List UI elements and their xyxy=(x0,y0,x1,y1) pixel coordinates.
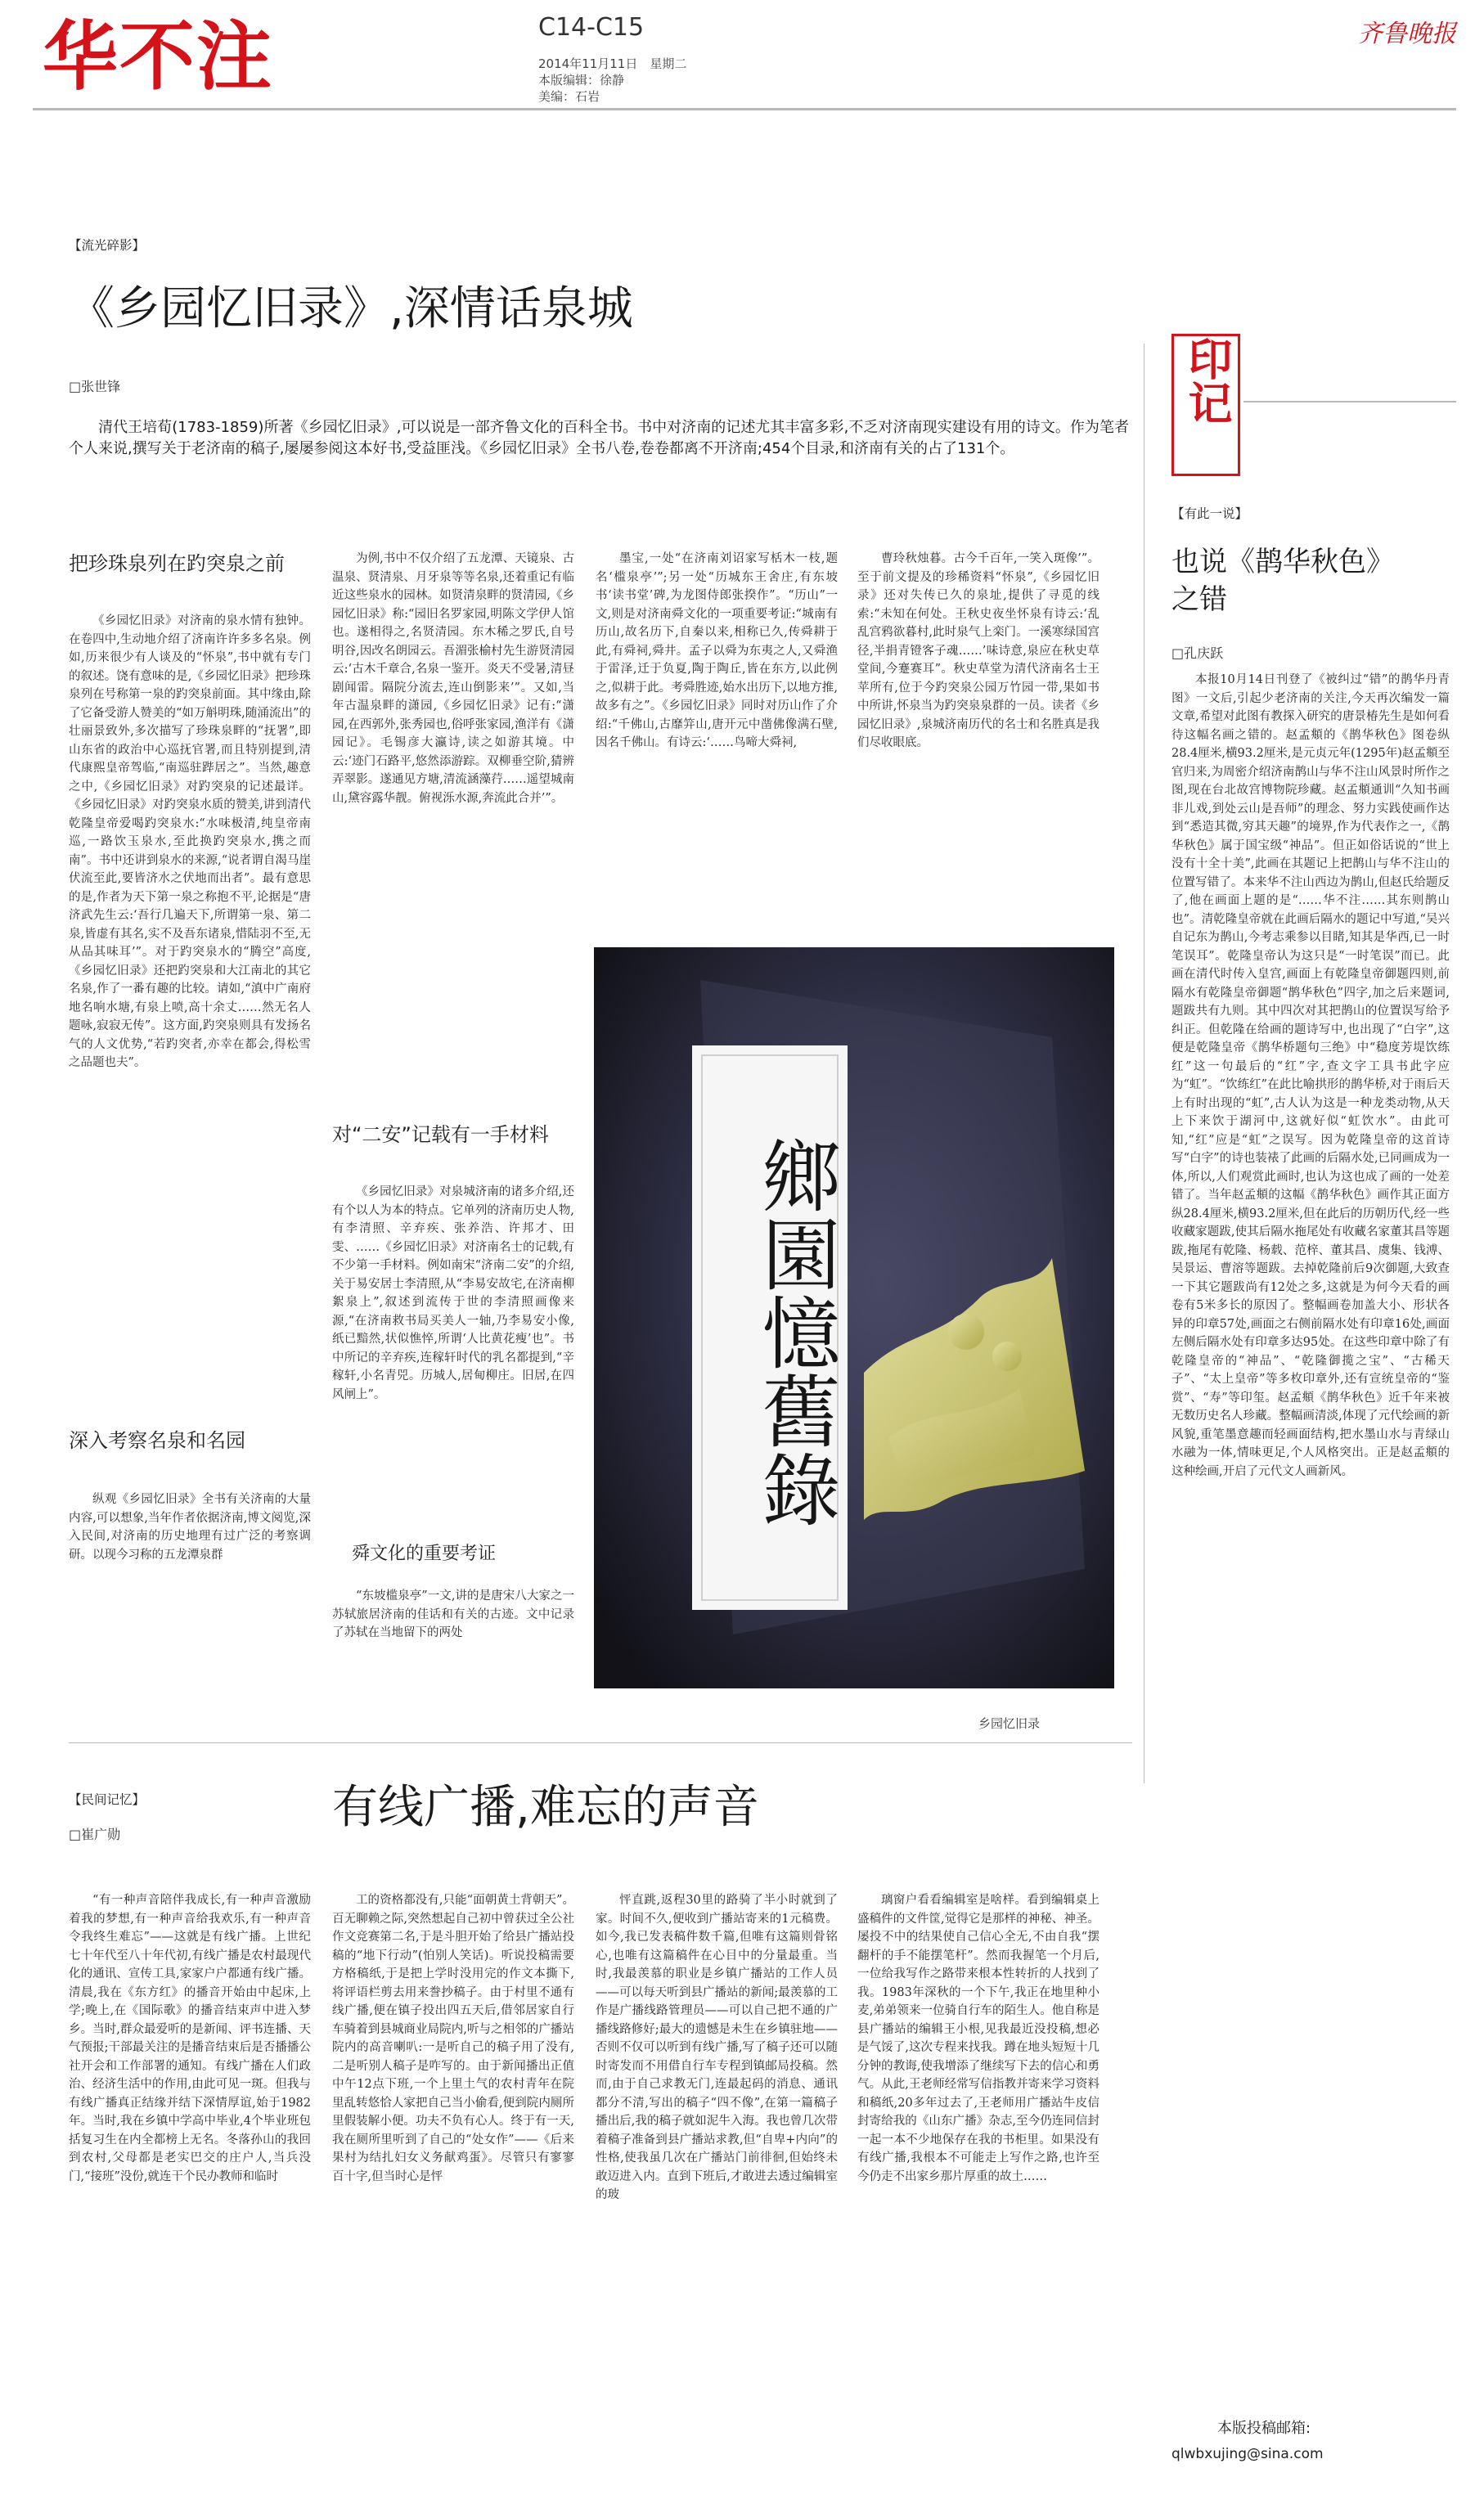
photo-caption: 乡园忆旧录 xyxy=(978,1716,1041,1731)
article-column-1: 《乡园忆旧录》对济南的泉水情有独钟。在卷四中,生动地介绍了济南许许多多名泉。例如,历来很少有人谈及的“怀泉”,书中就有专门的叙述。饶有意味的是,《乡园忆旧录》把珍珠泉列在号称第一泉的趵突泉前面。其中缘由,除了它备受游人赞美的“如万斛明珠,随涌流出”的壮丽景致外,多次描写了珍珠泉畔的“抚署”,即山东省的政治中心巡抚官署,而且特别提到,清代康熙皇帝驾临,“南巡驻跸居之”。当然,趣意之中,《乡园忆旧录》对趵突泉的记述最详。《乡园忆旧录》对趵突泉水质的赞美,讲到清代乾隆皇帝爱喝趵突泉水:“水味极清,纯皇帝南巡,一路饮玉泉水,至此换趵突泉水,携之而南”。书中还讲到泉水的来源,“说者谓自渴马崖伏流至此,要皆济水之伏地而出者”。最有意思的是,作者为天下第一泉之称抱不平,论据是“唐济武先生云:‘吾行几遍天下,所谓第一泉、第二泉,皆虚有其名,实不及吾东诸泉,惜陆羽不至,无从品其味耳’”。对于趵突泉水的“腾空”高度,《乡园忆旧录》还把趵突泉和大江南北的其它名泉,作了一番有趣的比较。请如,“滇中广南府地名响水塘,有泉上喷,高十余丈……然无名人题咏,寂寂无传”。这方面,趵突泉则具有发扬名气的人文优势,“若趵突者,亦幸在都会,得松雪之品题也夫”。 xyxy=(69,614,311,1069)
subheading-1: 把珍珠泉列在趵突泉之前 xyxy=(69,552,285,575)
section-label: 【流光碎影】 xyxy=(69,238,146,253)
article-column-4: 曹玲秋烛暮。古今千百年,一笑入斑像’”。至于前文提及的珍稀资料“怀泉”,《乡园忆旧录》还对失传已久的泉址,提供了寻觅的线索:“未知在何处。王秋史夜坐怀泉有诗云:‘乱乱宫鸦欲暮村,此时泉气上栾门。一溪寒绿国宫径,半捐青镫客子魂……’味诗意,泉应在秋史草堂间,今蹇赛耳”。秋史草堂为清代济南名士王苹所有,位于今趵突泉公园万竹园一带,果如书中所讲,怀泉当为趵突泉泉群的一员。读者《乡园忆旧录》,泉城济南历代的名士和名胜真是我们尽收眼底。 xyxy=(857,552,1100,749)
header-meta xyxy=(538,56,686,105)
sidebar-title-line2: 之错 xyxy=(1171,583,1227,616)
article-column-2c: “东坡槛泉亭”一文,讲的是唐宋八大家之一苏轼旅居济南的佳话和有关的古迹。文中记录了苏轼在当地留下的两处 xyxy=(332,1589,574,1639)
submission-email[interactable]: qlwbxujing@sina.com xyxy=(1171,2446,1324,2462)
article-lead: 清代王培荀(1783-1859)所著《乡园忆旧录》,可以说是一部齐鲁文化的百科全书。书中对济南的记述尤其丰富多彩,不乏对济南现实建设有用的诗文。作为笔者个人来说,撰写关于老济南的稿子,屡屡参阅这本好书,受益匪浅。《乡园忆旧录》全书八卷,卷卷都离不开济南;454个目录,和济南有关的占了131个。 xyxy=(69,419,1129,457)
column-masthead: 华不注 xyxy=(43,13,274,101)
book-cover-photo xyxy=(594,947,1114,1688)
yinji-stamp xyxy=(1171,334,1240,476)
article2-column-3: 怦直跳,返程30里的路骑了半小时就到了家。时间不久,便收到广播站寄来的1元稿费。如今,我已发表稿件数千篇,但唯有这篇则骨铭心,也唯有这篇稿件在心目中的分量最重。当时,我最羡慕的职业是乡镇广播站的工作人员——可以每天听到县广播站的新闻;最羡慕的工作是广播线路管理员——可以自己把不通的广播线路修好;最大的遗憾是未生在乡镇驻地——否则不仅可以听到有线广播,写了稿子还可以随时寄发而不用借自行车专程到镇邮局投稿。然而,由于自己求教无门,连最起码的消息、通讯都分不清,写出的稿子“四不像”,在第一篇稿子播出后,我的稿子就如泥牛入海。我也曾几次带着稿子准备到县广播站求教,但“自卑+内向”的性格,使我虽几次在广播站门前徘徊,但始终未敢迈进入内。直到下班后,才敢进去透过编辑室的玻 xyxy=(596,1894,838,2201)
sidebar-body: 本报10月14日刊登了《被纠过“错”的鹊华丹青图》一文后,引起少老济南的关注,今天再次编发一篇文章,希望对此图有教探入研究的唐景椿先生是如何看待这幅名画之错的。赵孟頫的《鹊华秋色》图卷纵28.4厘米,横93.2厘米,是元贞元年(1295年)赵孟頫至官归来,为周密介绍济南鹊山与华不注山风景时所作之图,现在台北故宫博物院珍藏。赵孟頫通训“久知书画非儿戏,到处云山是吾师”的理念、努力实践使画作达到“悉造其微,穷其天趣”的境界,作为代表作之一,《鹊华秋色》属于国宝级“神品”。但正如俗话说的“世上没有十全十美”,此画在其题记上把鹊山与华不注山的位置写错了。本来华不注山西边为鹊山,但赵氏给题反了,他在画面上题的是“……华不注……其东则鹊山也”。清乾隆皇帝就在此画后隔水的题记中写道,“吴兴自记东为鹊山,今考志乘参以目睹,知其是华西,已一时笔误耳”。乾隆皇帝认为这只是“一时笔误”而已。此画在清代时传入皇宫,画面上有乾隆皇帝御题四则,前隔水有乾隆皇帝御题“鹊华秋色”四字,加之后来题词,题跋共有九则。其中四次对其把鹊山的位置误写给予纠正。但乾隆在给画的题诗写中,也出现了“白字”,这便是乾隆皇帝《鹊华桥题句三绝》中“稳度芳堤饮练红”这一句最后的“红”字,查文字工具书此字应为“虹”。“饮练红”在此比喻拱形的鹊华桥,对于雨后天上有时出现的“虹”,古人认为这是一种龙类动物,从天上下来饮于湖河中,这就好似“虹饮水”。由此可知,“红”应是“虹”之误写。因为乾隆皇帝的这首诗写“白字”的诗也装裱了此画的后隔水处,已同画成为一体,所以,人们观赏此画时,也认为这也成了画的一处差错了。当年赵孟頫的这幅《鹊华秋色》画作其正面方纵28.4厘米,横93.2厘米,但在此后的历朝历代,经一些收藏家题跋,使其后隔水拖尾处有收藏名家董其昌等题跋,拖尾有乾隆、杨载、范梓、董其昌、虞集、钱溥、吴景运、曹溶等题跋。去掉乾隆前后9次御题,大致查一下其它题跋尚有12处之多,这就是为何今天看的画卷有5米多长的原因了。整幅画卷加盖大小、形状各异的印章57处,画面之右侧前隔水处有印章16处,画面左侧后隔水处有印章多达95处。在这些印章中除了有乾隆皇帝的“神品”、“乾隆御揽之宝”、“古稀天子”、“太上皇帝”等多枚印章外,还有宣统皇帝的“鉴赏”、“寿”等印玺。赵孟頫《鹊华秋色》近千年来被无数历史名人珍藏。整幅画清淡,体现了元代绘画的新风貌,重笔墨意趣而轻画面结构,把水墨山水与青绿山水融为一体,情味更足,个人风格突出。正是赵孟頫的这种绘画,开启了元代文人画新风。 xyxy=(1171,673,1450,1478)
article-author: □张世锋 xyxy=(69,379,121,394)
article2-author: □崔广勋 xyxy=(69,1827,121,1842)
book-cover-title: 鄉園憶舊錄 xyxy=(749,1135,841,1528)
subheading-4: 舜文化的重要考证 xyxy=(352,1544,497,1564)
subheading-3: 对“二安”记载有一手材料 xyxy=(332,1123,549,1146)
editor-line: 本版编辑：徐静 xyxy=(538,73,625,88)
article-column-2: 为例,书中不仅介绍了五龙潭、天镜泉、古温泉、贤清泉、月牙泉等等名泉,还着重记有临近这些泉水的园林。如贤清泉畔的贤清园,《乡园忆旧录》称:“园旧名罗家园,明陈文学伊人馆也。遂相得之,名贤清园。东木稀之罗氏,自号明谷,因改名朗园云。吾湄张榆村先生游贤清园云:‘古木千章合,名泉一鉴开。炎天不受暑,清昼剧闻雷。隔院分流去,连山倒影来’”。又如,当年古温泉畔的潇园,《乡园忆旧录》记有:“潇园,在西郭外,张秀园也,俗呼张家园,渔洋有《潇园记》。毛锡彦大瀛诗,读之如游其境。中云:‘迹门石路平,悠然添游踪。双柳垂空阶,猜辨弄翠影。遂通见方塘,清流涵藻荇……遥望城南山,黛容露华靓。俯视泺水源,奔流此合并’”。 xyxy=(332,552,574,805)
article2-column-1: “有一种声音陪伴我成长,有一种声音激励着我的梦想,有一种声音给我欢乐,有一种声音令我终生难忘”——这就是有线广播。上世纪七十年代至八十年代初,有线广播是农村最现代化的通讯、宣传工具,家家户户都通有线广播。清晨,我在《东方红》的播音开始由中起床,上学;晚上,在《国际歌》的播音结束声中进入梦乡。当时,群众最爱听的是新闻、评书连播、天气预报;干部最关注的是播音结束后是否播播公社开会和工作部署的通知。有线广播在人们政治、经济生活中的作用,由此可见一斑。但我与有线广播真正结缘并结下深情厚谊,始于1982年。当时,我在乡镇中学高中毕业,4个毕业班包括复习生在内全都榜上无名。冬落孙山的我回到农村,父母都是老实巴交的庄户人,当兵没门,“接班”没份,就连干个民办教师和临时 xyxy=(69,1894,311,2183)
sidebar-title-line1: 也说《鹊华秋色》 xyxy=(1171,546,1394,578)
subheading-2: 深入考察名泉和名园 xyxy=(69,1429,245,1452)
section-rule xyxy=(69,1742,1132,1743)
article-column-3: 墨宝,一处“在济南刘诏家写栝木一枝,题名‘槛泉亭’”;另一处“历城东王舍庄,有东坡书‘读书堂’碑,为龙图侍郎张揆作”。“历山”一文,则是对济南舜文化的一项重要考证:“城南有历山,故名历下,自秦以来,相称已久,传舜耕于此,有舜祠,舜井。孟子以舜为东夷之人,又舜渔于雷泽,迁于负夏,陶于陶丘,皆在东方,以此例之,似耕于此。考舜胜迹,始水出历下,以地方推,故多有之”。《乡园忆旧录》同时对历山作了介绍:“千佛山,古靡笄山,唐开元中凿佛像满石壁,因名千佛山。有诗云:‘……鸟啼大舜祠, xyxy=(596,552,838,749)
submission-label: 本版投稿邮箱: xyxy=(1217,2420,1311,2437)
newspaper-logo: 齐鲁晚报 xyxy=(1358,20,1456,48)
article2-column-2: 工的资格都没有,只能“面朝黄土背朝天”。百无聊赖之际,突然想起自己初中曾获过全公社作文竞赛第二名,于是斗胆开始了给县广播站投稿的“地下行动”(怕别人笑话)。听说投稿需要方格稿纸,于是把上学时没用完的作文本撕下,将评语栏剪去用来誊抄稿子。由于村里不通有线广播,便在镇子投出四五天后,借邻居家自行车骑着到县城商业局院内,听与之相邻的广播站院内的高音喇叭:一是听自己的稿子用了没有,二是听别人稿子是咋写的。由于新闻播出正值中午12点下班,一个上里土气的农村青年在院里乱转悠恰人家把自己当小偷看,便到院内厕所里假装解小便。功夫不负有心人。终于有一天,我在厕所里听到了自己的“处女作”——《后来果村为结扎妇女义务献鸡蛋》。尽管只有寥寥百十字,但当时心是怦 xyxy=(332,1894,574,2183)
stamp-text: 印记 xyxy=(1181,336,1233,425)
page-numbers: C14-C15 xyxy=(538,13,645,42)
date-line: 2014年11月11日 星期二 xyxy=(538,56,687,71)
stamp-rule xyxy=(1243,401,1456,402)
article2-title: 有线广播,难忘的声音 xyxy=(332,1781,759,1834)
article-column-1b: 纵观《乡园忆旧录》全书有关济南的大量内容,可以想象,当年作者依据济南,博文阅览,深入民间,对济南的历史地理有过广泛的考察调研。以现今习称的五龙潭泉群 xyxy=(69,1493,311,1562)
article-column-2b: 《乡园忆旧录》对泉城济南的诸多介绍,还有个以人为本的特点。它单列的济南历史人物,有李清照、辛弃疾、张养浩、许邦才、田雯、……《乡园忆旧录》对济南名士的记载,有不少第一手材料。例如南宋“济南二安”的介绍,关于易安居士李清照,从“李易安故宅,在济南柳絮泉上”,叙述到流传于世的李清照画像来源,“在济南救书局买美人一轴,乃李易安小像,纸已黯然,状似憔悴,所谓‘人比黄花瘦’也”。书中所记的辛弃疾,连稼轩时代的乳名都提到,“辛稼轩,小名青兕。历城人,居甸柳庄。旧居,在四风闸上”。 xyxy=(332,1185,574,1401)
art-editor-line: 美编：石岩 xyxy=(538,89,600,104)
section-label-2: 【民间记忆】 xyxy=(69,1792,146,1807)
article-title: 《乡园忆旧录》,深情话泉城 xyxy=(69,282,633,335)
article2-column-4: 璃窗户看看编辑室是啥样。看到编辑桌上盛稿件的文件筐,觉得它是那样的神秘、神圣。屡投不中的结果使自己信心全无,不由自我“摆翻杆的手不能摆笔杆”。然而我握笔一个月后,一位给我写作之路带来根本性转折的人找到了我。1983年深秋的一个下午,我正在地里种小麦,弟弟领来一位骑自行车的陌生人。他自称是县广播站的编辑王小根,见我最近没投稿,想必是气馁了,这次专程来找我。蹲在地头短短十几分钟的教诲,使我增添了继续写下去的信心和勇气。从此,王老师经常写信指教并寄来学习资料和稿纸,20多年过去了,王老师用广播站牛皮信封寄给我的《山东广播》杂志,至今仍连同信封一起一本不少地保存在我的书柜里。如果没有有线广播,我根本不可能走上写作之路,也许至今仍走不出家乡那片厚重的故土…… xyxy=(857,1894,1100,2183)
header-rule xyxy=(33,108,1456,110)
sidebar-section-label: 【有此一说】 xyxy=(1171,506,1248,521)
sidebar-author: □孔庆跃 xyxy=(1171,645,1224,661)
